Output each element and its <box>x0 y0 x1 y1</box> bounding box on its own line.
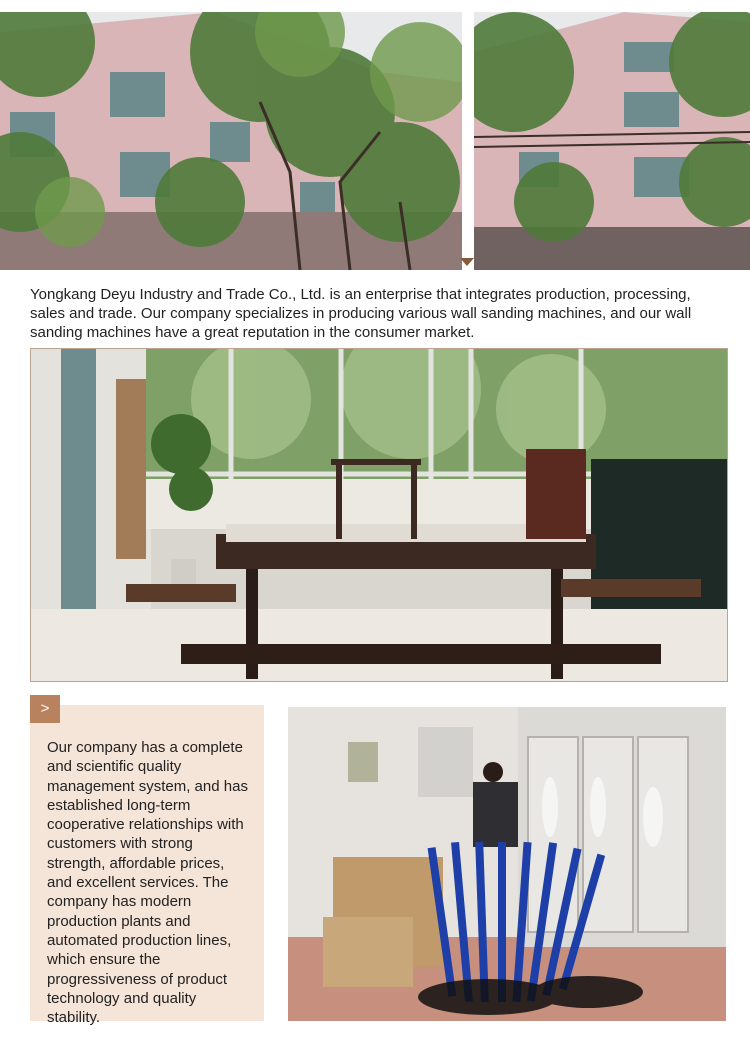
workshop-photo <box>288 707 726 1021</box>
building-photo-right <box>474 12 750 270</box>
arrow-badge-icon: > <box>30 695 60 723</box>
tearoom-photo <box>30 348 728 682</box>
building-photo-left <box>0 12 462 270</box>
company-intro-text: Yongkang Deyu Industry and Trade Co., Ltd. is an enterprise that integrates production, processing, sales and trade. Our company specializes in producing various wall sanding machines, and our wall sanding machines have a great reputation in the consumer market. <box>30 286 692 341</box>
divider-arrow-icon <box>460 258 474 266</box>
company-quality-text: Our company has a complete and scientific quality management system, and has established long-term cooperative relationships with customers with strong strength, affordable prices, and excellent services. The company has modern production plants and automated production lines, which ensure the progressiveness of product technology and quality stability. <box>47 739 248 1027</box>
